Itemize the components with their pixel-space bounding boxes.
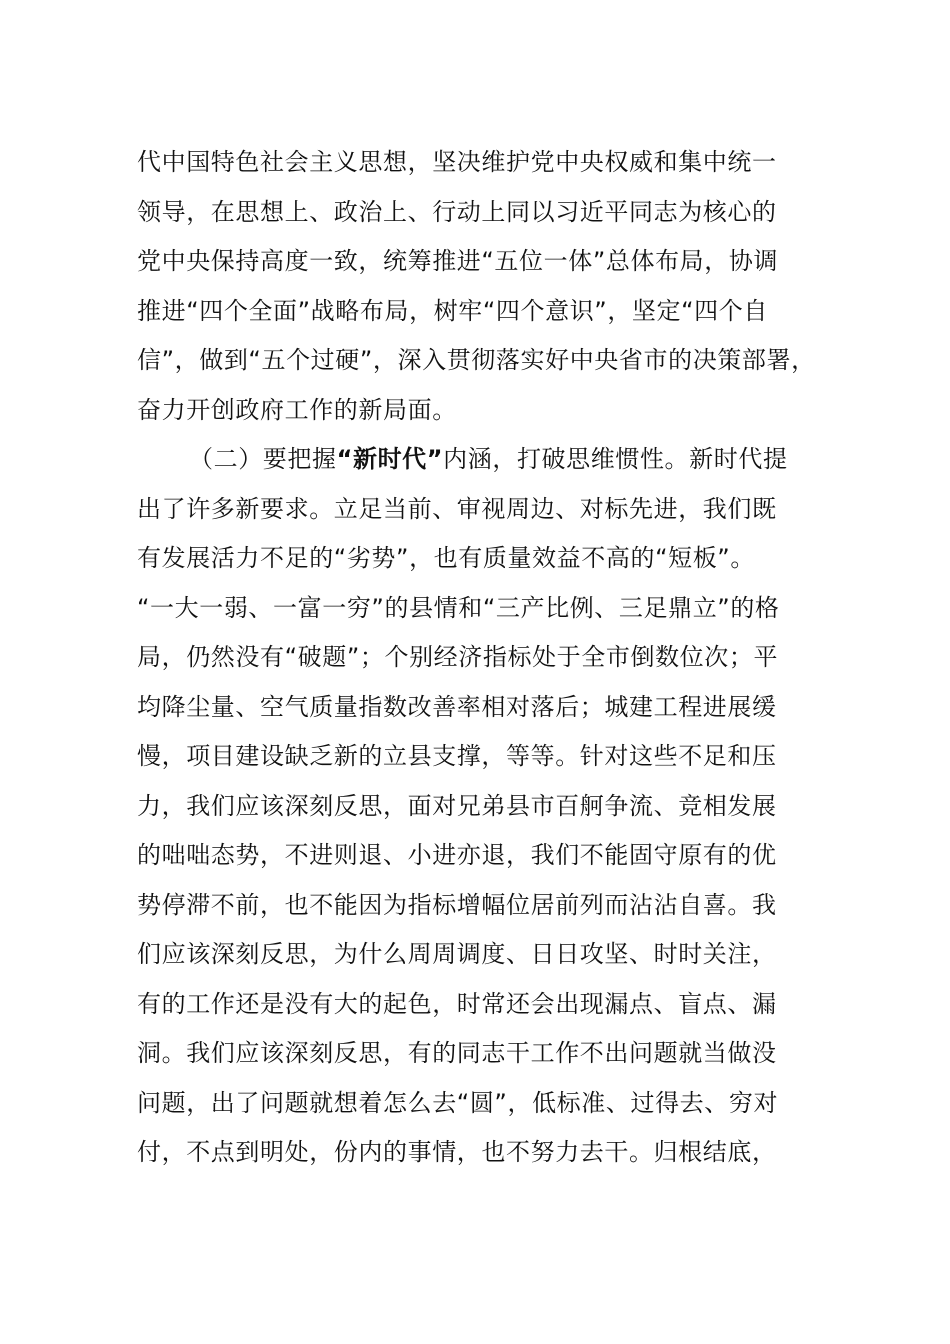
text-line-17: 们应该深刻反思，为什么周周调度、日日攻坚、时时关注， [137,940,777,968]
text-line-1: 代中国特色社会主义思想，坚决维护党中央权威和集中统一 [137,148,777,176]
text-line-13: 慢，项目建设缺乏新的立县支撑，等等。针对这些不足和压 [137,742,777,770]
body-text [137,138,837,1178]
text-line-18: 有的工作还是没有大的起色，时常还会出现漏点、盲点、漏 [137,989,777,1018]
text-line-8: 出了许多新要求。立足当前、审视周边、对标先进，我们既 [137,494,777,523]
text-line-3: 党中央保持高度一致，统筹推进“五位一体”总体布局，协调 [137,247,779,275]
text-line-19: 洞。我们应该深刻反思，有的同志干工作不出问题就当做没 [137,1039,777,1067]
text-line-5: 信”，做到“五个过硬”，深入贯彻落实好中央省市的决策部署， [137,346,816,374]
text-line-6: 奋力开创政府工作的新局面。 [137,395,457,424]
text-line-9: 有发展活力不足的“劣势”，也有质量效益不高的“短板”。 [137,544,755,572]
text-line-15: 的咄咄态势，不进则退、小进亦退，我们不能固守原有的优 [137,841,777,869]
text-line-2: 领导，在思想上、政治上、行动上同以习近平同志为核心的 [137,197,777,226]
text-line-12: 均降尘量、空气质量指数改善率相对落后；城建工程进展缓 [137,692,777,721]
section-heading-strong: “新时代” [336,445,444,473]
text-line-10: “一大一弱、一富一穷”的县情和“三产比例、三足鼎立”的格 [137,593,780,622]
text-line-16: 势停滞不前，也不能因为指标增幅位居前列而沾沾自喜。我 [137,890,777,919]
section-heading-line [137,435,837,485]
section-heading-suffix: 内涵，打破思维惯性。新时代提 [443,445,788,473]
section-heading-prefix: （二）要把握 [189,445,337,473]
text-line-21: 付，不点到明处，份内的事情，也不努力去干。归根结底， [137,1138,777,1166]
text-line-14: 力，我们应该深刻反思，面对兄弟县市百舸争流、竞相发展 [137,791,777,820]
text-line-11: 局，仍然没有“破题”；个别经济指标处于全市倒数位次；平 [137,643,779,671]
text-line-20: 问题，出了问题就想着怎么去“圆”，低标准、过得去、穷对 [137,1088,779,1117]
text-line-4: 推进“四个全面”战略布局，树牢“四个意识”，坚定“四个自 [137,296,768,325]
